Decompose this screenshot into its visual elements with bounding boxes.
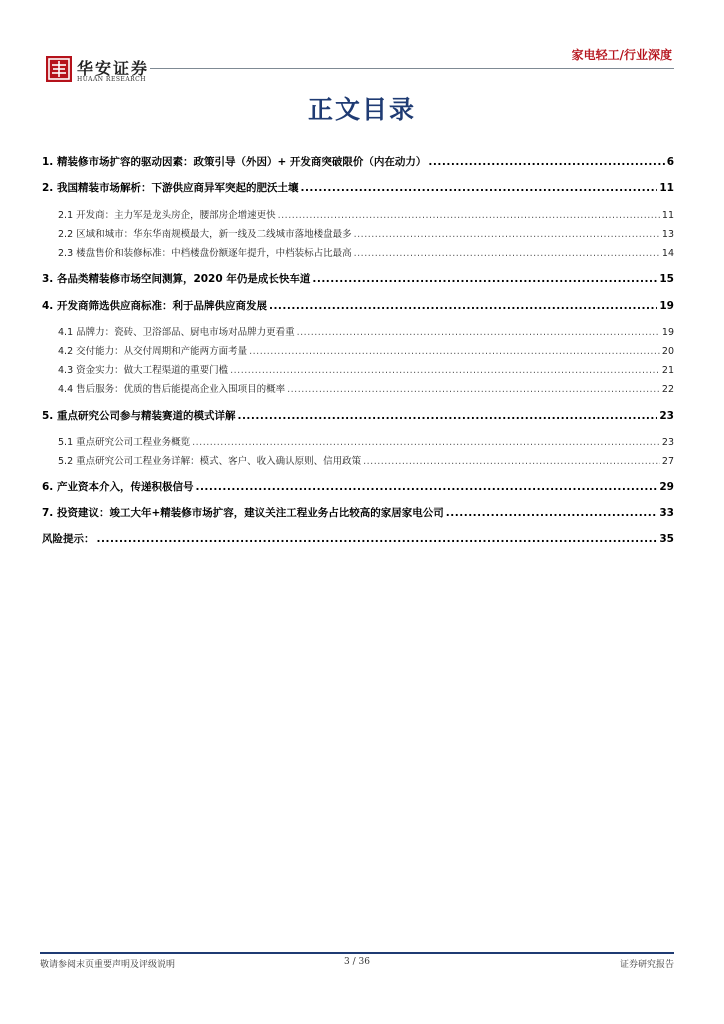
toc-entry-page: 20 bbox=[661, 346, 674, 357]
toc-leader bbox=[97, 533, 658, 545]
toc-entry-page: 33 bbox=[659, 507, 674, 519]
toc-entry-title: 7. 投资建议：竣工大年+精装修市场扩容，建议关注工程业务占比较高的家居家电公司 bbox=[42, 507, 444, 519]
toc-leader bbox=[237, 410, 657, 422]
toc-leader bbox=[446, 507, 658, 519]
toc-entry-page: 13 bbox=[661, 229, 674, 240]
toc-leader bbox=[428, 156, 664, 168]
toc-entry-page: 35 bbox=[659, 533, 674, 545]
toc-leader bbox=[354, 229, 660, 240]
section-label: 家电轻工/行业深度 bbox=[571, 48, 672, 62]
toc-leader bbox=[287, 384, 660, 395]
toc-leader bbox=[249, 346, 660, 357]
toc-leader bbox=[192, 437, 660, 448]
toc-entry-title: 风险提示： bbox=[42, 533, 95, 545]
toc-entry-page: 27 bbox=[661, 456, 674, 467]
huaan-logo-icon bbox=[46, 56, 72, 82]
toc-entry-page: 22 bbox=[661, 384, 674, 395]
toc-entry-title: 2.3 楼盘售价和装修标准：中档楼盘份额逐年提升，中档装标占比最高 bbox=[58, 248, 352, 259]
toc-entry-page: 14 bbox=[661, 248, 674, 259]
toc-leader bbox=[278, 210, 660, 221]
toc-entry-page: 19 bbox=[661, 327, 674, 338]
toc-entry-page: 11 bbox=[659, 182, 674, 194]
toc-entry[interactable] bbox=[42, 180, 674, 195]
toc-entry[interactable] bbox=[42, 381, 674, 395]
page-header bbox=[40, 42, 674, 84]
toc-leader bbox=[300, 182, 657, 194]
toc-entry-title: 4.4 售后服务：优质的售后能提高企业入围项目的概率 bbox=[58, 384, 286, 395]
footer-divider bbox=[40, 952, 674, 954]
toc-entry-title: 4. 开发商筛选供应商标准：利于品牌供应商发展 bbox=[42, 300, 267, 312]
toc-entry-page: 15 bbox=[659, 273, 674, 285]
toc-entry[interactable] bbox=[42, 408, 674, 423]
toc-entry[interactable] bbox=[42, 479, 674, 494]
toc-entry[interactable] bbox=[42, 362, 674, 376]
toc-entry-page: 11 bbox=[661, 210, 674, 221]
toc-entry-title: 2.2 区域和城市：华东华南规模最大，新一线及二线城市落地楼盘最多 bbox=[58, 229, 352, 240]
toc-entry[interactable] bbox=[42, 226, 674, 240]
page-footer bbox=[40, 957, 674, 971]
toc-entry-title: 5.2 重点研究公司工程业务详解：模式、客户、收入确认原则、信用政策 bbox=[58, 456, 362, 467]
toc-entry-page: 23 bbox=[659, 410, 674, 422]
toc-leader bbox=[312, 273, 657, 285]
toc-entry-title: 4.2 交付能力：从交付周期和产能两方面考量 bbox=[58, 346, 248, 357]
toc-entry[interactable] bbox=[42, 453, 674, 467]
footer-report-type: 证券研究报告 bbox=[619, 960, 674, 970]
toc-entry[interactable] bbox=[42, 343, 674, 357]
toc-entry-page: 23 bbox=[661, 437, 674, 448]
toc-entry-title: 5. 重点研究公司参与精装赛道的模式详解 bbox=[42, 410, 236, 422]
toc-entry[interactable] bbox=[42, 505, 674, 520]
page-title: 正文目录 bbox=[307, 95, 416, 124]
toc-entry[interactable] bbox=[42, 154, 674, 169]
toc-entry-title: 5.1 重点研究公司工程业务概览 bbox=[58, 437, 191, 448]
footer-disclaimer: 敬请参阅末页重要声明及评级说明 bbox=[40, 960, 176, 970]
toc-entry[interactable] bbox=[42, 298, 674, 313]
toc-entry[interactable] bbox=[42, 271, 674, 286]
toc-entry-page: 6 bbox=[666, 156, 674, 168]
toc-leader bbox=[195, 481, 657, 493]
toc-entry-title: 3. 各品类精装修市场空间测算，2020 年仍是成长快车道 bbox=[42, 273, 311, 285]
toc-entry[interactable] bbox=[42, 324, 674, 338]
toc-entry[interactable] bbox=[42, 434, 674, 448]
toc-entry-page: 29 bbox=[659, 481, 674, 493]
toc-entry-title: 6. 产业资本介入，传递积极信号 bbox=[42, 481, 194, 493]
toc-leader bbox=[230, 365, 660, 376]
toc-leader bbox=[297, 327, 660, 338]
toc-entry-title: 1. 精装修市场扩容的驱动因素：政策引导（外因）+ 开发商突破限价（内在动力） bbox=[42, 156, 427, 168]
toc-leader bbox=[354, 248, 660, 259]
header-divider bbox=[150, 68, 674, 69]
toc-entry-title: 2. 我国精装市场解析：下游供应商异军突起的肥沃土壤 bbox=[42, 182, 299, 194]
toc-leader bbox=[269, 300, 657, 312]
toc-entry-title: 4.3 资金实力：做大工程渠道的重要门槛 bbox=[58, 365, 229, 376]
toc-entry-title: 2.1 开发商：主力军是龙头房企，腰部房企增速更快 bbox=[58, 210, 276, 221]
toc-entry-title: 4.1 品牌力：瓷砖、卫浴部品、厨电市场对品牌力更看重 bbox=[58, 327, 295, 338]
brand-name: 华安证券 bbox=[77, 59, 150, 78]
brand-name-en: HUAAN RESEARCH bbox=[77, 76, 146, 83]
page-number: 3 / 36 bbox=[344, 957, 370, 967]
toc-leader bbox=[363, 456, 660, 467]
toc-entry-page: 19 bbox=[659, 300, 674, 312]
toc-entry[interactable] bbox=[42, 531, 674, 546]
toc-entry[interactable] bbox=[42, 245, 674, 259]
toc-entry[interactable] bbox=[42, 207, 674, 221]
toc-entry-page: 21 bbox=[661, 365, 674, 376]
